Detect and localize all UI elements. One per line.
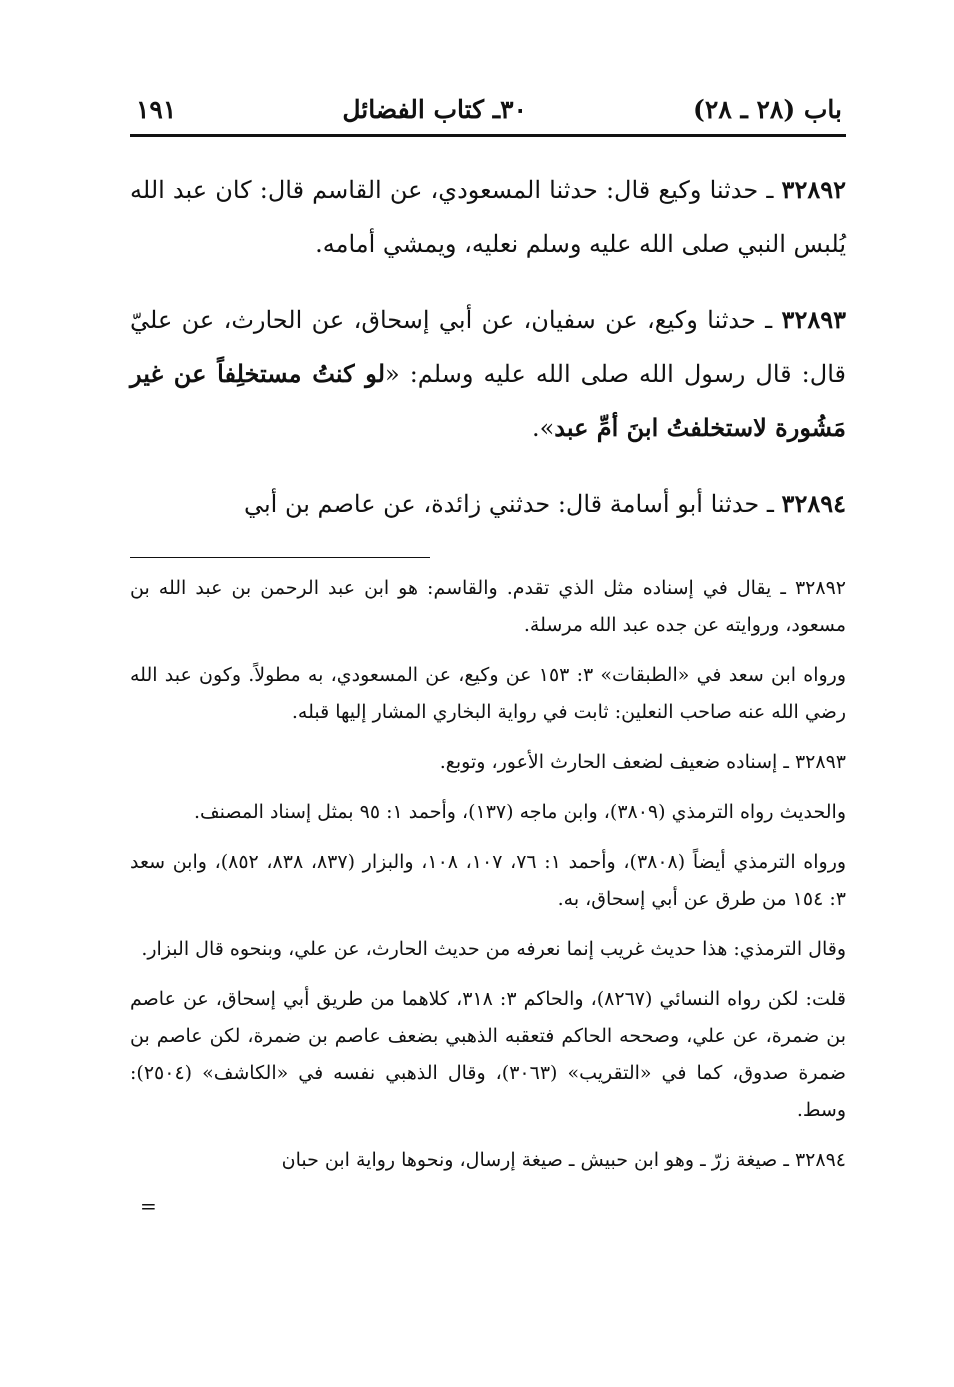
footnote-number: ٣٢٨٩٣ <box>794 751 846 773</box>
chapter-heading: باب (٢٨ ـ ٢٨) <box>693 95 842 124</box>
hadith-text: ـ حدثنا وكيع، عن سفيان، عن أبي إسحاق، عن الحارث، عن عليّ قال: قال رسول الله صلى الله عليه وسلم: « <box>130 306 846 388</box>
footnote-number: ٣٢٨٩٤ <box>794 1149 846 1171</box>
footnote-paragraph: والحديث رواه الترمذي (٣٨٠٩)، وابن ماجه (١٣٧)، وأحمد ١: ٩٥ بمثل إسناد المصنف. <box>193 801 846 823</box>
continuation-mark: = <box>140 1194 157 1218</box>
footnote-paragraph: قلت: لكن رواه النسائي (٨٢٦٧)، والحاكم ٣: ٣١٨، كلاهما من طريق أبي إسحاق، عن عاصم بن ضمرة، عن علي، وصححه الحاكم فتعقبه الذهبي بضعف عاصم بن ضمرة، لكن عاصم بن ضمرة صدوق، كما في «التقريب» (٣٠٦٣)، وقال الذهبي نفسه في «الكاشف» (٢٥٠٤): وسط. <box>130 988 846 1121</box>
footnote-text: ـ إسناده ضعيف لضعف الحارث الأعور، وتوبع. <box>439 751 795 773</box>
footnote-paragraph: ورواه ابن سعد في «الطبقات» ٣: ١٥٣ عن وكيع، عن المسعودي، به مطولاً. وكون عبد الله رضي الله عنه صاحب النعلين: ثابت في رواية البخاري المشار إليها قبله. <box>130 664 846 723</box>
footnote-text: ـ صيغة زرّ ـ وهو ابن حبيش ـ صيغة إرسال، ونحوها رواية ابن حبان <box>281 1149 795 1171</box>
book-title: ٣٠ـ كتاب الفضائل <box>342 95 527 124</box>
hadith-text: ـ حدثنا أبو أسامة قال: حدثني زائدة، عن عاصم بن أبي <box>243 490 782 518</box>
footnote-paragraph: وقال الترمذي: هذا حديث غريب إنما نعرفه من حديث الحارث، عن علي، وبنحوه قال البزار. <box>141 938 846 960</box>
footnote-separator <box>130 557 430 558</box>
header-rule <box>130 134 846 137</box>
page <box>130 86 846 1220</box>
footnote-number: ٣٢٨٩٢ <box>794 577 846 599</box>
page-number: ١٩١ <box>136 95 177 124</box>
footnote-32892 <box>130 570 846 644</box>
hadith-text: ـ حدثنا وكيع قال: حدثنا المسعودي، عن القاسم قال: كان عبد الله يُلبس النبي صلى الله عليه وسلم نعليه، ويمشي أمامه. <box>130 176 846 258</box>
hadith-number: ٣٢٨٩٢ <box>781 175 846 204</box>
hadith-32893 <box>130 293 846 455</box>
footnote-32893 <box>130 744 846 781</box>
hadith-32894 <box>130 477 846 531</box>
hadith-quote-end: ». <box>531 414 555 442</box>
footnote-32894 <box>130 1142 846 1179</box>
footnote-paragraph: ورواه الترمذي أيضاً (٣٨٠٨)، وأحمد ١: ٧٦، ١٠٧، ١٠٨، والبزار (٨٣٧، ٨٣٨، ٨٥٢)، وابن سعد ٣: ١٥٤ من طرق عن أبي إسحاق، به. <box>130 851 847 910</box>
footnotes <box>130 570 846 1220</box>
hadith-32892 <box>130 163 846 271</box>
hadith-number: ٣٢٨٩٣ <box>781 305 846 334</box>
main-text <box>130 163 846 531</box>
hadith-number: ٣٢٨٩٤ <box>781 489 846 518</box>
footnote-text: ـ يقال في إسناده مثل الذي تقدم. والقاسم: هو ابن عبد الرحمن بن عبد الله بن مسعود، وروايته عن جده عبد الله مرسلة. <box>130 577 846 636</box>
page-header <box>130 86 846 134</box>
hadith-quote: لو كنتُ مستخلِفاً عن غير مَشُورة لاستخلفتُ ابنَ أمِّ عبد <box>130 359 846 442</box>
